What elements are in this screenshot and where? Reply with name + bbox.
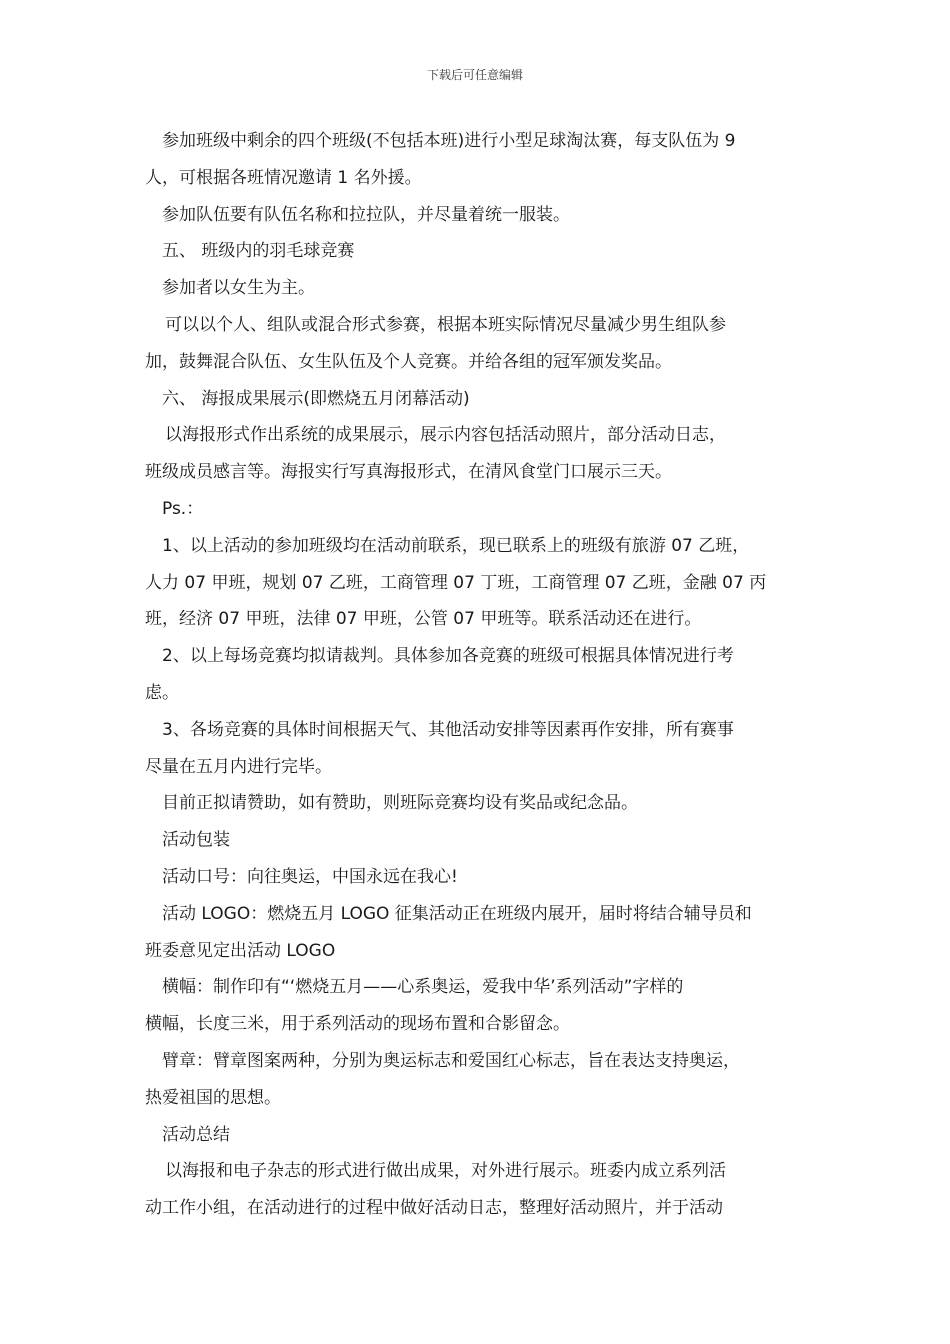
paragraph-line: 目前正拟请赞助，如有赞助，则班际竞赛均设有奖品或纪念品。 — [162, 793, 638, 814]
paragraph-line: 尽量在五月内进行完毕。 — [145, 756, 332, 777]
paragraph-line: 参加者以女生为主。 — [162, 278, 315, 299]
paragraph-line: 以海报形式作出系统的成果展示，展示内容包括活动照片，部分活动日志， — [165, 425, 726, 446]
paragraph-line: 虑。 — [145, 682, 179, 703]
paragraph-line: 活动 LOGO：燃烧五月 LOGO 征集活动正在班级内展开，届时将结合辅导员和 — [162, 903, 752, 924]
paragraph-line: 横幅，长度三米，用于系列活动的现场布置和合影留念。 — [145, 1014, 570, 1035]
paragraph-line: 动工作小组，在活动进行的过程中做好活动日志，整理好活动照片，并于活动 — [145, 1198, 723, 1219]
paragraph-line: 班，经济 07 甲班，法律 07 甲班，公管 07 甲班等。联系活动还在进行。 — [145, 609, 702, 630]
paragraph-line: 可以以个人、组队或混合形式参赛，根据本班实际情况尽量减少男生组队参 — [165, 314, 726, 335]
paragraph-line: 班委意见定出活动 LOGO — [145, 940, 336, 961]
paragraph-line: Ps.： — [162, 498, 204, 519]
paragraph-line: 臂章：臂章图案两种，分别为奥运标志和爱国红心标志，旨在表达支持奥运， — [162, 1050, 740, 1071]
paragraph-line: 热爱祖国的思想。 — [145, 1087, 281, 1108]
section-heading: 五、 班级内的羽毛球竞赛 — [162, 241, 355, 262]
document-body — [145, 123, 815, 1227]
paragraph-line: 人力 07 甲班，规划 07 乙班，工商管理 07 丁班，工商管理 07 乙班，金融 07 丙 — [145, 572, 767, 593]
paragraph-line: 横幅：制作印有“‘燃烧五月——心系奥运，爱我中华’系列活动”字样的 — [162, 977, 684, 998]
paragraph-line: 人，可根据各班情况邀请 1 名外援。 — [145, 167, 422, 188]
page-header: 下载后可任意编辑 — [426, 68, 523, 82]
paragraph-line: 参加队伍要有队伍名称和拉拉队，并尽量着统一服装。 — [162, 204, 570, 225]
paragraph-line: 参加班级中剩余的四个班级(不包括本班)进行小型足球淘汰赛，每支队伍为 9 — [162, 131, 736, 151]
paragraph-line: 2、以上每场竞赛均拟请裁判。具体参加各竞赛的班级可根据具体情况进行考 — [162, 646, 734, 667]
paragraph-line: 1、以上活动的参加班级均在活动前联系，现已联系上的班级有旅游 07 乙班， — [162, 535, 750, 556]
section-heading: 六、 海报成果展示(即燃烧五月闭幕活动) — [162, 388, 470, 409]
section-heading: 活动总结 — [162, 1124, 230, 1145]
paragraph-line: 以海报和电子杂志的形式进行做出成果，对外进行展示。班委内成立系列活 — [165, 1161, 726, 1182]
paragraph-line: 加，鼓舞混合队伍、女生队伍及个人竞赛。并给各组的冠军颁发奖品。 — [145, 351, 672, 372]
paragraph-line: 活动口号：向往奥运，中国永远在我心! — [162, 866, 458, 887]
paragraph-line: 班级成员感言等。海报实行写真海报形式，在清风食堂门口展示三天。 — [145, 462, 672, 483]
section-heading: 活动包装 — [162, 830, 230, 851]
paragraph-line: 3、各场竞赛的具体时间根据天气、其他活动安排等因素再作安排，所有赛事 — [162, 719, 734, 740]
